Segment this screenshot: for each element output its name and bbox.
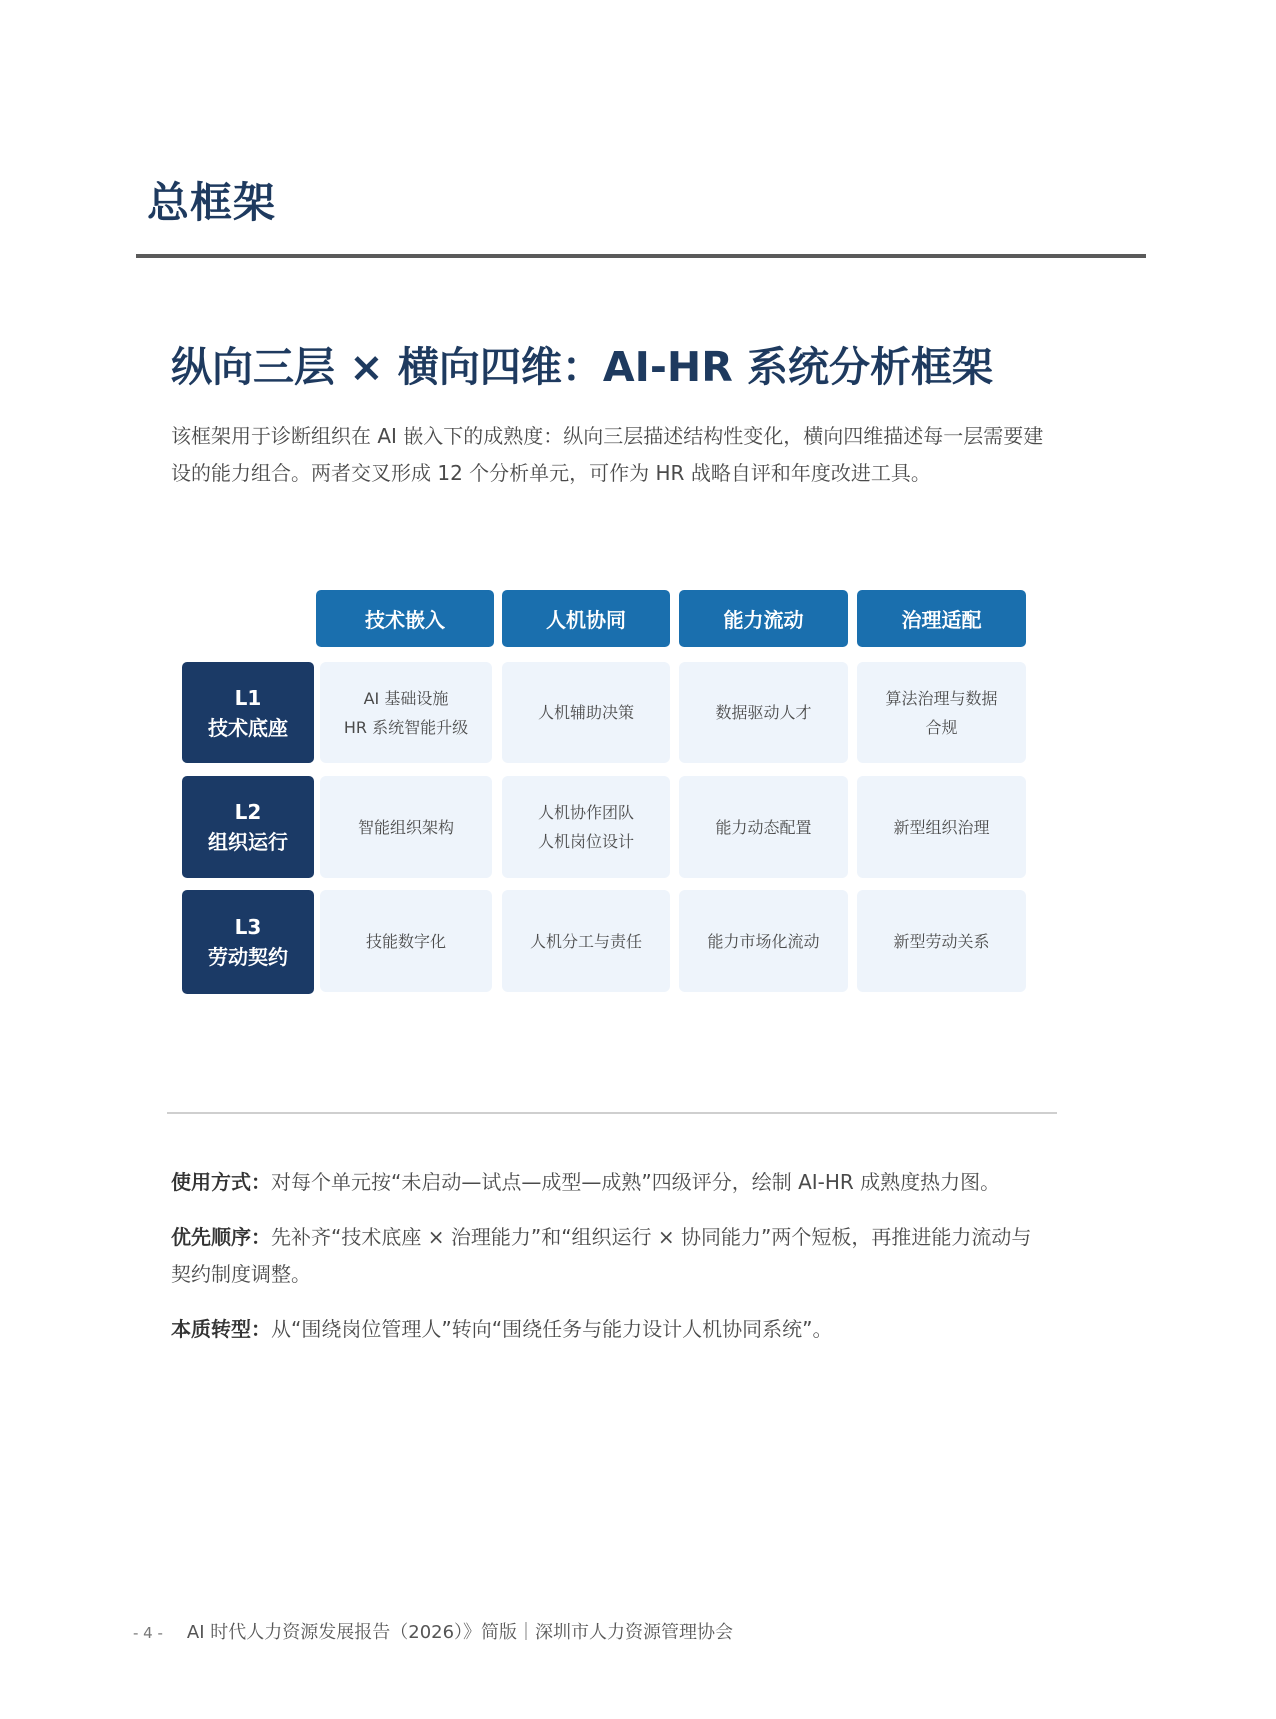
cell-line: AI 基础设施: [363, 688, 449, 708]
cell-line: 数据驱动人才: [715, 703, 812, 722]
cell-line: 智能组织架构: [357, 817, 454, 837]
note-label: 优先顺序：: [171, 1225, 271, 1249]
content-divider: [167, 1112, 1057, 1114]
note-text: 先补齐“技术底座 × 治理能力”和“组织运行 × 协同能力”两个短板，再推进能力流动与契约制度调整。: [171, 1225, 1032, 1286]
column-header-capability-flow: 能力流动: [679, 590, 848, 647]
matrix-cell: [679, 662, 848, 763]
page-number: - 4 -: [133, 1624, 163, 1642]
main-heading: 纵向三层 × 横向四维：AI-HR 系统分析框架: [171, 343, 994, 391]
note-usage: [171, 1164, 1051, 1201]
note-label: 使用方式：: [171, 1170, 271, 1194]
matrix-cell: [320, 776, 492, 878]
matrix-cell: [857, 662, 1026, 763]
footer-text: AI 时代人力资源发展报告（2026）》简版｜深圳市人力资源管理协会: [186, 1622, 734, 1643]
note-priority: [171, 1219, 1051, 1293]
row-header-l1: [182, 662, 314, 763]
row-name: 技术底座: [208, 715, 288, 740]
row-name: 劳动契约: [208, 945, 288, 969]
matrix-cell: [320, 662, 492, 763]
page-footer: [133, 1618, 733, 1644]
matrix-cell: [857, 890, 1026, 992]
cell-line: 技能数字化: [365, 931, 446, 951]
row-code: L3: [234, 915, 262, 939]
cell-line: HR 系统智能升级: [343, 717, 469, 737]
framework-matrix: [182, 590, 1030, 994]
cell-line: 人机岗位设计: [537, 832, 634, 851]
intro-paragraph: 该框架用于诊断组织在 AI 嵌入下的成熟度：纵向三层描述结构性变化，横向四维描述每一层需要建设的能力组合。两者交叉形成 12 个分析单元，可作为 HR 战略自评和年度改进工具。: [171, 424, 1044, 485]
note-text: 对每个单元按“未启动—试点—成型—成熟”四级评分，绘制 AI-HR 成熟度热力图。: [271, 1170, 1001, 1194]
matrix-cell: [502, 776, 670, 878]
matrix-cell: [679, 890, 848, 992]
matrix-cell: [502, 662, 670, 763]
cell-line: 新型劳动关系: [893, 931, 990, 951]
column-header-tech-embedding: 技术嵌入: [316, 590, 494, 647]
row-code: L1: [234, 685, 262, 710]
note-transformation: [171, 1311, 1051, 1348]
note-text: 从“围绕岗位管理人”转向“围绕任务与能力设计人机协同系统”。: [271, 1317, 833, 1341]
row-header-l3: [182, 890, 314, 994]
cell-line: 能力市场化流动: [707, 931, 820, 951]
cell-line: 人机辅助决策: [537, 703, 634, 722]
column-header-human-machine: 人机协同: [502, 590, 670, 647]
matrix-cell: [857, 776, 1026, 878]
note-label: 本质转型：: [171, 1317, 271, 1341]
cell-line: 人机分工与责任: [529, 931, 642, 951]
row-name: 组织运行: [208, 830, 288, 854]
column-header-governance: 治理适配: [857, 590, 1026, 647]
matrix-cell: [679, 776, 848, 878]
cell-line: 合规: [925, 717, 958, 737]
matrix-cell: [502, 890, 670, 992]
cell-line: 能力动态配置: [715, 817, 812, 837]
cell-line: 人机协作团队: [537, 803, 634, 822]
matrix-cell: [320, 890, 492, 992]
section-title: 总框架: [147, 178, 277, 227]
section-divider: [136, 254, 1146, 258]
cell-line: 算法治理与数据: [885, 688, 998, 708]
cell-line: 新型组织治理: [893, 817, 990, 837]
row-header-l2: [182, 776, 314, 878]
row-code: L2: [234, 800, 262, 824]
